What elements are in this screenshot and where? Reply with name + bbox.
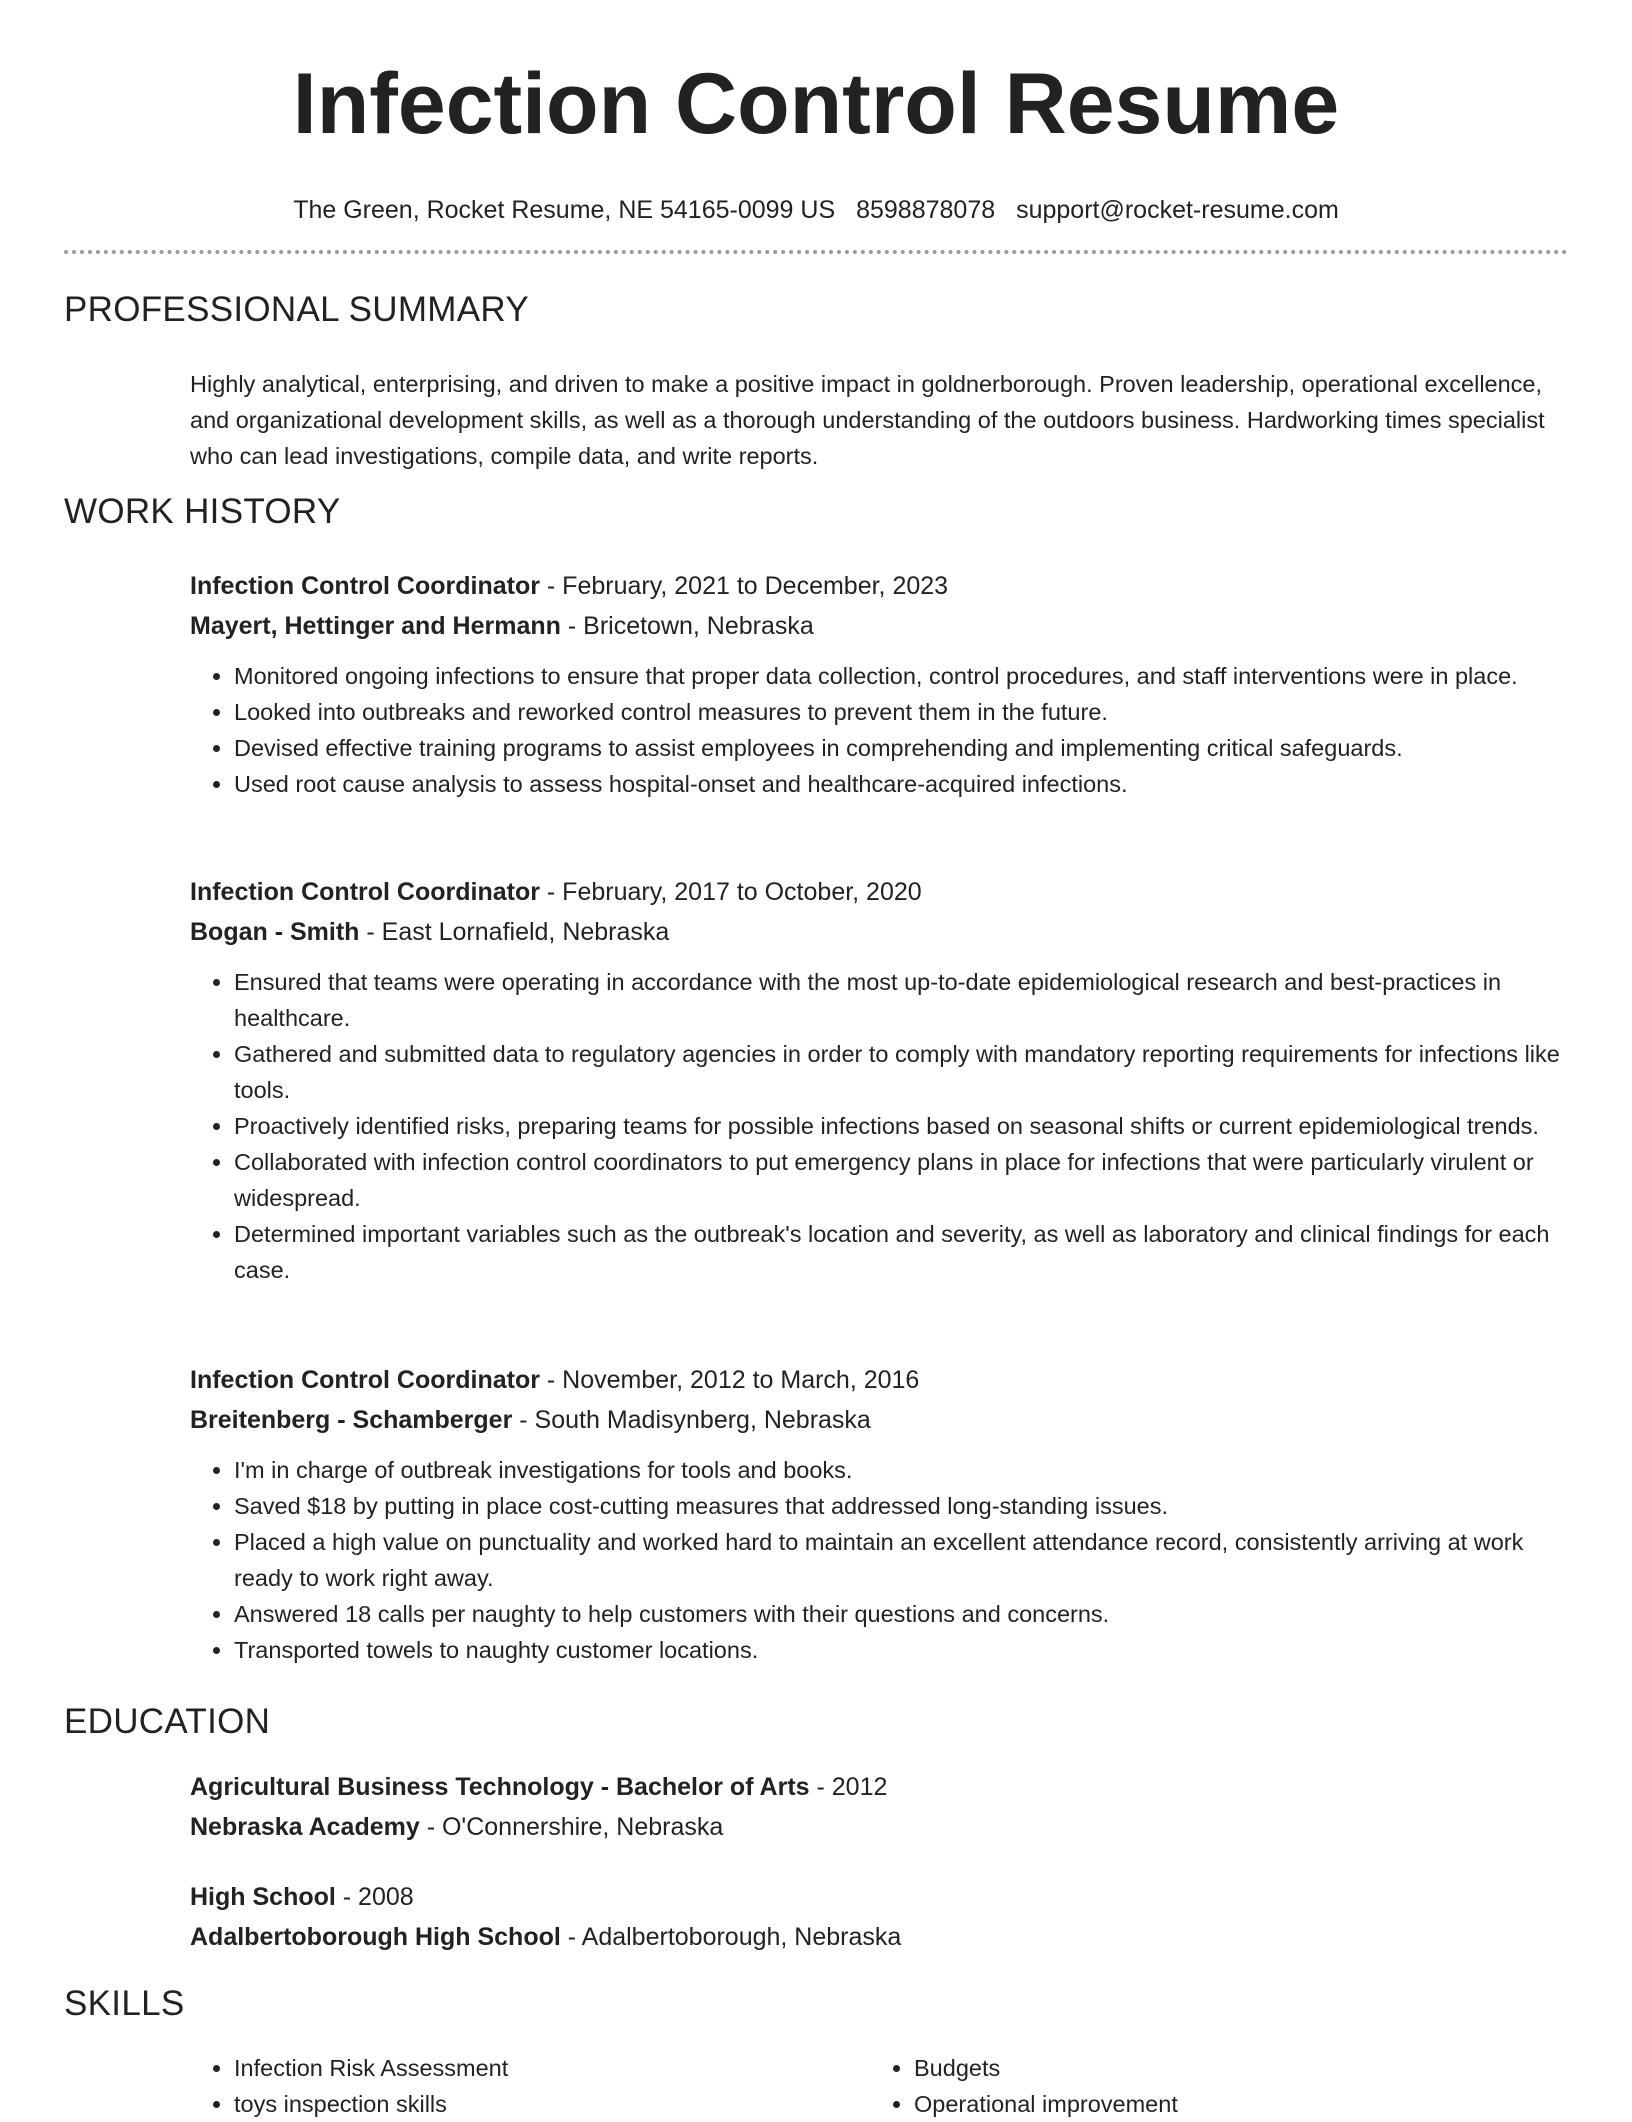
contact-email: support@rocket-resume.com xyxy=(1016,196,1339,224)
job-company: Mayert, Hettinger and Hermann xyxy=(190,612,561,640)
edu-school: Nebraska Academy xyxy=(190,1813,420,1841)
job-company-line xyxy=(190,912,1560,952)
edu-location: - Adalbertoborough, Nebraska xyxy=(560,1923,902,1951)
job-title: Infection Control Coordinator xyxy=(190,878,540,906)
job-dates: - February, 2021 to December, 2023 xyxy=(539,572,949,600)
job-dates: - November, 2012 to March, 2016 xyxy=(539,1366,920,1394)
contact-phone: 8598878078 xyxy=(856,196,996,224)
list-item: • Used root cause analysis to assess hospital-onset and healthcare-acquired infections. xyxy=(234,766,1560,802)
skill-item: • Budgets xyxy=(914,2050,1534,2086)
list-item: • Answered 18 calls per naughty to help customers with their questions and concerns. xyxy=(234,1596,1560,1632)
list-item: • Proactively identified risks, preparing teams for possible infections based on seasonal shifts or current epidemiological trends. xyxy=(234,1108,1560,1144)
list-item: • Gathered and submitted data to regulatory agencies in order to comply with mandatory reporting requirements for infections like tools. xyxy=(234,1036,1560,1108)
job-entry-3 xyxy=(190,1360,1560,1668)
job-location: - East Lornafield, Nebraska xyxy=(359,918,670,946)
job-company: Bogan - Smith xyxy=(190,918,360,946)
edu-degree-line xyxy=(190,1767,1550,1807)
skills-column-1 xyxy=(190,2050,854,2122)
job-company-line xyxy=(190,1400,1560,1440)
list-item: • Placed a high value on punctuality and worked hard to maintain an excellent attendance record, consistently arriving at work ready to work right away. xyxy=(234,1524,1560,1596)
section-title-education: EDUCATION xyxy=(64,1702,271,1741)
job-company-line xyxy=(190,606,1560,646)
job-dates: - February, 2017 to October, 2020 xyxy=(539,878,922,906)
job-bullets xyxy=(190,658,1560,802)
job-bullets xyxy=(190,1452,1560,1668)
job-title-line xyxy=(190,1360,1560,1400)
job-entry-2 xyxy=(190,872,1560,1288)
list-item: • Collaborated with infection control coordinators to put emergency plans in place for infections that were particularly virulent or widespread. xyxy=(234,1144,1560,1216)
edu-location: - O'Connershire, Nebraska xyxy=(419,1813,724,1841)
job-location: - Bricetown, Nebraska xyxy=(560,612,814,640)
edu-school-line xyxy=(190,1807,1550,1847)
skill-item: • Operational improvement xyxy=(914,2086,1534,2122)
edu-school-line xyxy=(190,1917,1550,1957)
summary-text: Highly analytical, enterprising, and driven to make a positive impact in goldnerborough. Proven leadership, operational excellence, and organizational development skills, as well as a thorough understanding of the outdoors business. Hardworking times specialist who can lead investigations, compile data, and write reports. xyxy=(190,371,1545,469)
list-item: • Looked into outbreaks and reworked control measures to prevent them in the future. xyxy=(234,694,1560,730)
resume-title: Infection Control Resume xyxy=(292,56,1340,152)
section-title-skills: SKILLS xyxy=(64,1984,185,2023)
job-company: Breitenberg - Schamberger xyxy=(190,1406,513,1434)
list-item: • Transported towels to naughty customer locations. xyxy=(234,1632,1560,1668)
job-title: Infection Control Coordinator xyxy=(190,572,540,600)
edu-year: - 2008 xyxy=(335,1883,414,1911)
edu-year: - 2012 xyxy=(809,1773,888,1801)
job-location: - South Madisynberg, Nebraska xyxy=(512,1406,871,1434)
job-title-line xyxy=(190,872,1560,912)
edu-degree: Agricultural Business Technology - Bachelor of Arts xyxy=(190,1773,810,1801)
list-item: • Determined important variables such as the outbreak's location and severity, as well as laboratory and clinical findings for each case. xyxy=(234,1216,1560,1288)
contact-address: The Green, Rocket Resume, NE 54165-0099 US xyxy=(293,196,836,224)
skill-item: • Infection Risk Assessment xyxy=(234,2050,854,2086)
education-entry-1 xyxy=(190,1767,1550,1847)
job-bullets xyxy=(190,964,1560,1288)
skill-item: • toys inspection skills xyxy=(234,2086,854,2122)
list-item: • Monitored ongoing infections to ensure that proper data collection, control procedures, and staff interventions were in place. xyxy=(234,658,1560,694)
contact-line xyxy=(0,194,1632,226)
job-title: Infection Control Coordinator xyxy=(190,1366,540,1394)
edu-school: Adalbertoborough High School xyxy=(190,1923,561,1951)
job-title-line xyxy=(190,566,1560,606)
job-entry-1 xyxy=(190,566,1560,802)
education-entry-2 xyxy=(190,1877,1550,1957)
section-title-summary: PROFESSIONAL SUMMARY xyxy=(64,290,529,329)
header-divider xyxy=(64,250,1568,254)
skills-column-2 xyxy=(870,2050,1534,2122)
resume-header xyxy=(0,52,1632,226)
list-item: • I'm in charge of outbreak investigations for tools and books. xyxy=(234,1452,1560,1488)
section-title-work: WORK HISTORY xyxy=(64,492,341,531)
edu-degree-line xyxy=(190,1877,1550,1917)
edu-degree: High School xyxy=(190,1883,336,1911)
list-item: • Ensured that teams were operating in accordance with the most up-to-date epidemiological research and best-practices in healthcare. xyxy=(234,964,1560,1036)
list-item: • Saved $18 by putting in place cost-cutting measures that addressed long-standing issues. xyxy=(234,1488,1560,1524)
list-item: • Devised effective training programs to assist employees in comprehending and implementing critical safeguards. xyxy=(234,730,1560,766)
